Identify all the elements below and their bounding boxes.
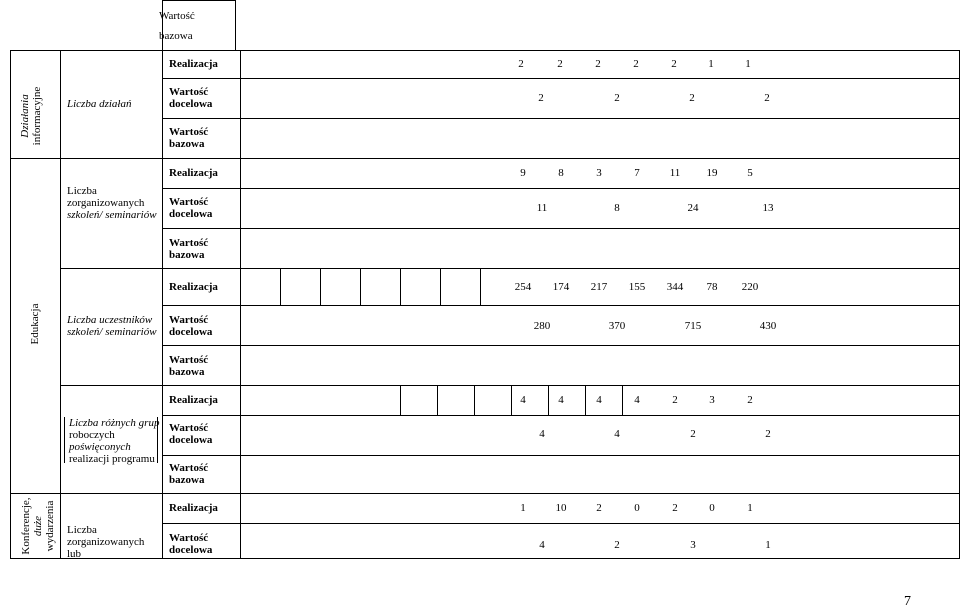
value-cell: 7 bbox=[634, 167, 640, 179]
row-divider bbox=[10, 493, 960, 494]
value-cell: 280 bbox=[533, 320, 551, 332]
value-cell: 4 bbox=[539, 539, 545, 551]
row-divider bbox=[162, 345, 960, 346]
label-wartosc-docelowa: Wartość docelowa bbox=[169, 314, 213, 338]
value-cell: 2 bbox=[538, 92, 544, 104]
value-cell: 11 bbox=[669, 167, 681, 179]
group-edukacja: Edukacja bbox=[29, 303, 41, 345]
column-divider bbox=[60, 50, 61, 559]
value-cell: 217 bbox=[590, 281, 608, 293]
value-cell: 3 bbox=[690, 539, 696, 551]
indicator-liczba-wydarzen: Liczba zorganizowanych lub bbox=[67, 524, 145, 560]
row-divider bbox=[162, 188, 960, 189]
value-cell: 1 bbox=[745, 58, 751, 70]
year-divider bbox=[474, 385, 475, 415]
group-konferencje: Konferencje, duże wydarzenia bbox=[20, 497, 56, 555]
row-divider bbox=[10, 50, 960, 51]
label-wartosc-bazowa: Wartość bazowa bbox=[169, 462, 209, 486]
row-divider bbox=[162, 0, 236, 1]
label-realizacja: Realizacja bbox=[169, 167, 218, 179]
value-cell: 2 bbox=[690, 428, 696, 440]
value-cell: 2 bbox=[689, 92, 695, 104]
indicator-liczba-uczestnikow: Liczba uczestników szkoleń/ seminariów bbox=[67, 314, 157, 338]
row-divider bbox=[162, 455, 960, 456]
value-cell: 2 bbox=[557, 58, 563, 70]
value-cell: 2 bbox=[747, 394, 753, 406]
value-cell: 220 bbox=[741, 281, 759, 293]
value-cell: 2 bbox=[672, 394, 678, 406]
indicator-liczba-szkolen: Liczba zorganizowanych szkoleń/ seminariów bbox=[67, 185, 157, 221]
value-cell: 2 bbox=[614, 539, 620, 551]
year-divider bbox=[480, 268, 481, 305]
row-divider bbox=[60, 268, 960, 269]
header-bazowa: bazowa bbox=[159, 30, 193, 42]
label-realizacja: Realizacja bbox=[169, 394, 218, 406]
value-cell: 2 bbox=[595, 58, 601, 70]
value-cell: 1 bbox=[520, 502, 526, 514]
value-cell: 254 bbox=[514, 281, 532, 293]
row-divider bbox=[162, 523, 960, 524]
label-wartosc-docelowa: Wartość docelowa bbox=[169, 422, 213, 446]
value-cell: 1 bbox=[765, 539, 771, 551]
value-cell: 370 bbox=[608, 320, 626, 332]
value-cell: 4 bbox=[634, 394, 640, 406]
value-cell: 4 bbox=[614, 428, 620, 440]
row-divider bbox=[60, 385, 960, 386]
label-realizacja: Realizacja bbox=[169, 58, 218, 70]
value-cell: 1 bbox=[747, 502, 753, 514]
label-wartosc-docelowa: Wartość docelowa bbox=[169, 196, 213, 220]
indicator-liczba-dzialan: Liczba działań bbox=[67, 98, 132, 110]
value-cell: 5 bbox=[747, 167, 753, 179]
value-cell: 8 bbox=[614, 202, 620, 214]
value-cell: 1 bbox=[708, 58, 714, 70]
year-divider bbox=[360, 268, 361, 305]
row-divider bbox=[162, 415, 960, 416]
value-cell: 344 bbox=[666, 281, 684, 293]
value-cell: 0 bbox=[709, 502, 715, 514]
value-cell: 10 bbox=[555, 502, 567, 514]
value-cell: 4 bbox=[539, 428, 545, 440]
bracket-left bbox=[64, 417, 65, 463]
value-cell: 2 bbox=[671, 58, 677, 70]
year-divider bbox=[400, 268, 401, 305]
year-divider bbox=[437, 385, 438, 415]
value-cell: 2 bbox=[518, 58, 524, 70]
value-cell: 155 bbox=[628, 281, 646, 293]
value-cell: 0 bbox=[634, 502, 640, 514]
value-cell: 78 bbox=[706, 281, 718, 293]
column-divider bbox=[235, 0, 236, 50]
indicator-liczba-grup-roboczych: Liczba różnych grup roboczych poświęconych realizacji programu bbox=[69, 417, 160, 465]
value-cell: 8 bbox=[558, 167, 564, 179]
group-dzialania-informacyjne: Działania informacyjne bbox=[19, 86, 43, 146]
value-cell: 715 bbox=[684, 320, 702, 332]
label-wartosc-bazowa: Wartość bazowa bbox=[169, 354, 209, 378]
page-number: 7 bbox=[904, 594, 911, 609]
value-cell: 13 bbox=[762, 202, 774, 214]
row-divider bbox=[162, 305, 960, 306]
value-cell: 4 bbox=[558, 394, 564, 406]
value-cell: 4 bbox=[596, 394, 602, 406]
row-divider bbox=[10, 158, 960, 159]
value-cell: 2 bbox=[633, 58, 639, 70]
header-wartosc: Wartość bbox=[159, 10, 195, 22]
row-divider bbox=[162, 78, 960, 79]
label-wartosc-bazowa: Wartość bazowa bbox=[169, 237, 209, 261]
value-cell: 2 bbox=[596, 502, 602, 514]
value-cell: 3 bbox=[709, 394, 715, 406]
value-cell: 2 bbox=[614, 92, 620, 104]
value-cell: 3 bbox=[596, 167, 602, 179]
value-cell: 19 bbox=[706, 167, 718, 179]
row-divider bbox=[162, 118, 960, 119]
value-cell: 4 bbox=[520, 394, 526, 406]
value-cell: 430 bbox=[759, 320, 777, 332]
label-wartosc-docelowa: Wartość docelowa bbox=[169, 532, 213, 556]
year-divider bbox=[320, 268, 321, 305]
value-cell: 11 bbox=[536, 202, 548, 214]
table-border-bottom bbox=[10, 558, 960, 559]
label-wartosc-docelowa: Wartość docelowa bbox=[169, 86, 213, 110]
value-cell: 2 bbox=[765, 428, 771, 440]
value-cell: 2 bbox=[764, 92, 770, 104]
table-border-left bbox=[10, 50, 11, 559]
column-divider bbox=[162, 0, 163, 559]
value-cell: 174 bbox=[552, 281, 570, 293]
label-realizacja: Realizacja bbox=[169, 281, 218, 293]
year-divider bbox=[280, 268, 281, 305]
value-cell: 24 bbox=[687, 202, 699, 214]
year-divider bbox=[400, 385, 401, 415]
value-cell: 9 bbox=[520, 167, 526, 179]
label-realizacja: Realizacja bbox=[169, 502, 218, 514]
value-cell: 2 bbox=[672, 502, 678, 514]
label-wartosc-bazowa: Wartość bazowa bbox=[169, 126, 209, 150]
year-divider bbox=[440, 268, 441, 305]
row-divider bbox=[162, 228, 960, 229]
